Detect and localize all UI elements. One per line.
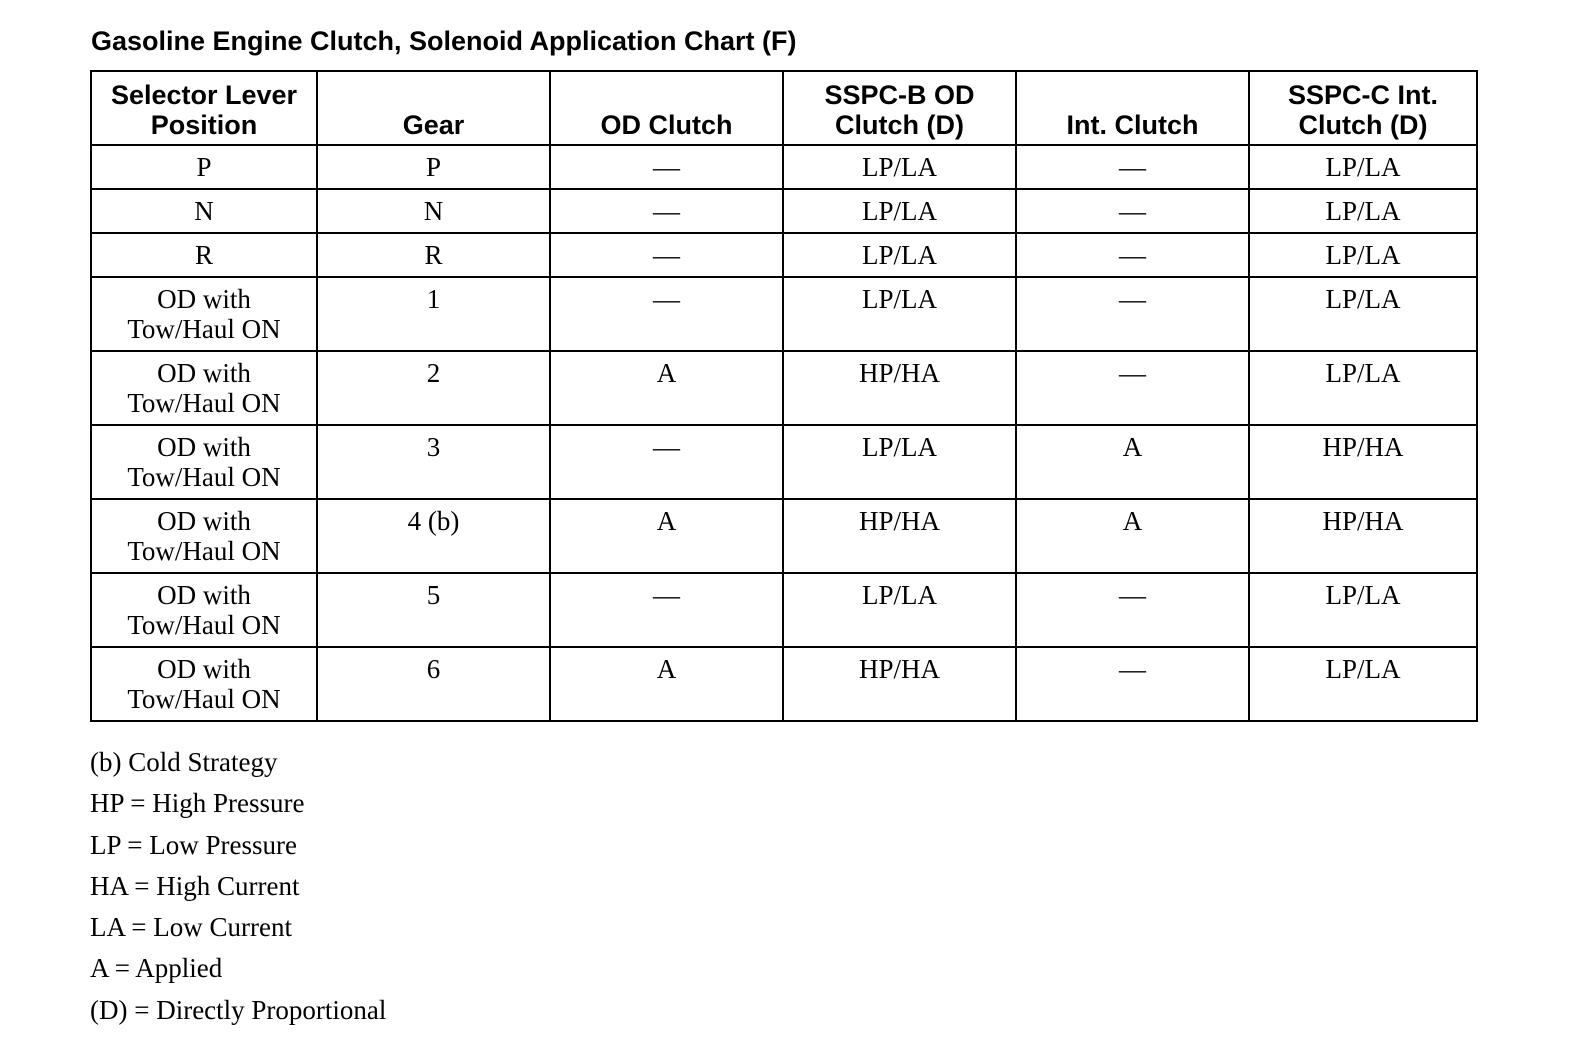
cell-od-clutch: —: [550, 425, 783, 499]
cell-sspc-c: LP/LA: [1249, 189, 1477, 233]
cell-gear: 6: [317, 647, 550, 721]
cell-sspc-b: HP/HA: [783, 499, 1016, 573]
cell-sspc-b: HP/HA: [783, 351, 1016, 425]
cell-gear: 2: [317, 351, 550, 425]
footnotes-legend: [90, 742, 386, 1031]
cell-position: P: [91, 145, 317, 189]
cell-position: OD with Tow/Haul ON: [91, 351, 317, 425]
footnote-applied: A = Applied: [90, 953, 223, 984]
cell-sspc-c: LP/LA: [1249, 573, 1477, 647]
footnote-directly-proportional: (D) = Directly Proportional: [90, 994, 387, 1025]
header-int-clutch: Int. Clutch: [1016, 71, 1249, 145]
cell-sspc-c: LP/LA: [1249, 277, 1477, 351]
cell-sspc-c: HP/HA: [1249, 425, 1477, 499]
cell-gear: P: [317, 145, 550, 189]
table-row: [91, 573, 1477, 647]
table-row: [91, 425, 1477, 499]
cell-gear: N: [317, 189, 550, 233]
table-row: [91, 647, 1477, 721]
cell-int-clutch: —: [1016, 573, 1249, 647]
cell-sspc-c: LP/LA: [1249, 233, 1477, 277]
cell-int-clutch: —: [1016, 277, 1249, 351]
cell-gear: 5: [317, 573, 550, 647]
footnote-high-pressure: HP = High Pressure: [90, 788, 305, 819]
cell-od-clutch: —: [550, 233, 783, 277]
header-gear: Gear: [317, 71, 550, 145]
cell-position: R: [91, 233, 317, 277]
table-row: [91, 277, 1477, 351]
footnote-cold-strategy: (b) Cold Strategy: [90, 747, 278, 777]
table-row: [91, 233, 1477, 277]
table-row: [91, 145, 1477, 189]
cell-int-clutch: A: [1016, 499, 1249, 573]
cell-position: N: [91, 189, 317, 233]
footnote-low-pressure: LP = Low Pressure: [90, 829, 297, 860]
cell-position: OD with Tow/Haul ON: [91, 425, 317, 499]
table-row: [91, 189, 1477, 233]
table-row: [91, 499, 1477, 573]
cell-position: OD with Tow/Haul ON: [91, 499, 317, 573]
cell-od-clutch: —: [550, 573, 783, 647]
cell-sspc-b: LP/LA: [783, 277, 1016, 351]
cell-gear: R: [317, 233, 550, 277]
cell-sspc-b: LP/LA: [783, 425, 1016, 499]
cell-sspc-b: LP/LA: [783, 145, 1016, 189]
table-row: [91, 351, 1477, 425]
footnote-low-current: LA = Low Current: [90, 912, 292, 943]
header-sspc-b-od-clutch: SSPC-B OD Clutch (D): [783, 71, 1016, 145]
cell-position: OD with Tow/Haul ON: [91, 573, 317, 647]
cell-sspc-c: LP/LA: [1249, 647, 1477, 721]
cell-od-clutch: —: [550, 189, 783, 233]
cell-sspc-b: LP/LA: [783, 573, 1016, 647]
cell-gear: 3: [317, 425, 550, 499]
cell-sspc-c: HP/HA: [1249, 499, 1477, 573]
cell-od-clutch: —: [550, 277, 783, 351]
cell-position: OD with Tow/Haul ON: [91, 647, 317, 721]
cell-gear: 4 (b): [317, 499, 550, 573]
cell-int-clutch: —: [1016, 145, 1249, 189]
header-sspc-c-int-clutch: SSPC-C Int. Clutch (D): [1249, 71, 1477, 145]
cell-sspc-b: HP/HA: [783, 647, 1016, 721]
header-od-clutch: OD Clutch: [550, 71, 783, 145]
header-selector-lever-position: Selector Lever Position: [91, 71, 317, 145]
cell-position: OD with Tow/Haul ON: [91, 277, 317, 351]
cell-sspc-b: LP/LA: [783, 233, 1016, 277]
cell-od-clutch: A: [550, 499, 783, 573]
clutch-solenoid-table: [90, 70, 1478, 722]
cell-int-clutch: —: [1016, 233, 1249, 277]
cell-int-clutch: A: [1016, 425, 1249, 499]
cell-int-clutch: —: [1016, 351, 1249, 425]
page-title: Gasoline Engine Clutch, Solenoid Application Chart (F): [91, 26, 797, 56]
cell-sspc-c: LP/LA: [1249, 351, 1477, 425]
cell-sspc-c: LP/LA: [1249, 145, 1477, 189]
cell-int-clutch: —: [1016, 647, 1249, 721]
cell-od-clutch: A: [550, 647, 783, 721]
cell-int-clutch: —: [1016, 189, 1249, 233]
table-header-row: [91, 71, 1477, 145]
cell-od-clutch: A: [550, 351, 783, 425]
cell-gear: 1: [317, 277, 550, 351]
cell-od-clutch: —: [550, 145, 783, 189]
cell-sspc-b: LP/LA: [783, 189, 1016, 233]
footnote-high-current: HA = High Current: [90, 870, 300, 901]
